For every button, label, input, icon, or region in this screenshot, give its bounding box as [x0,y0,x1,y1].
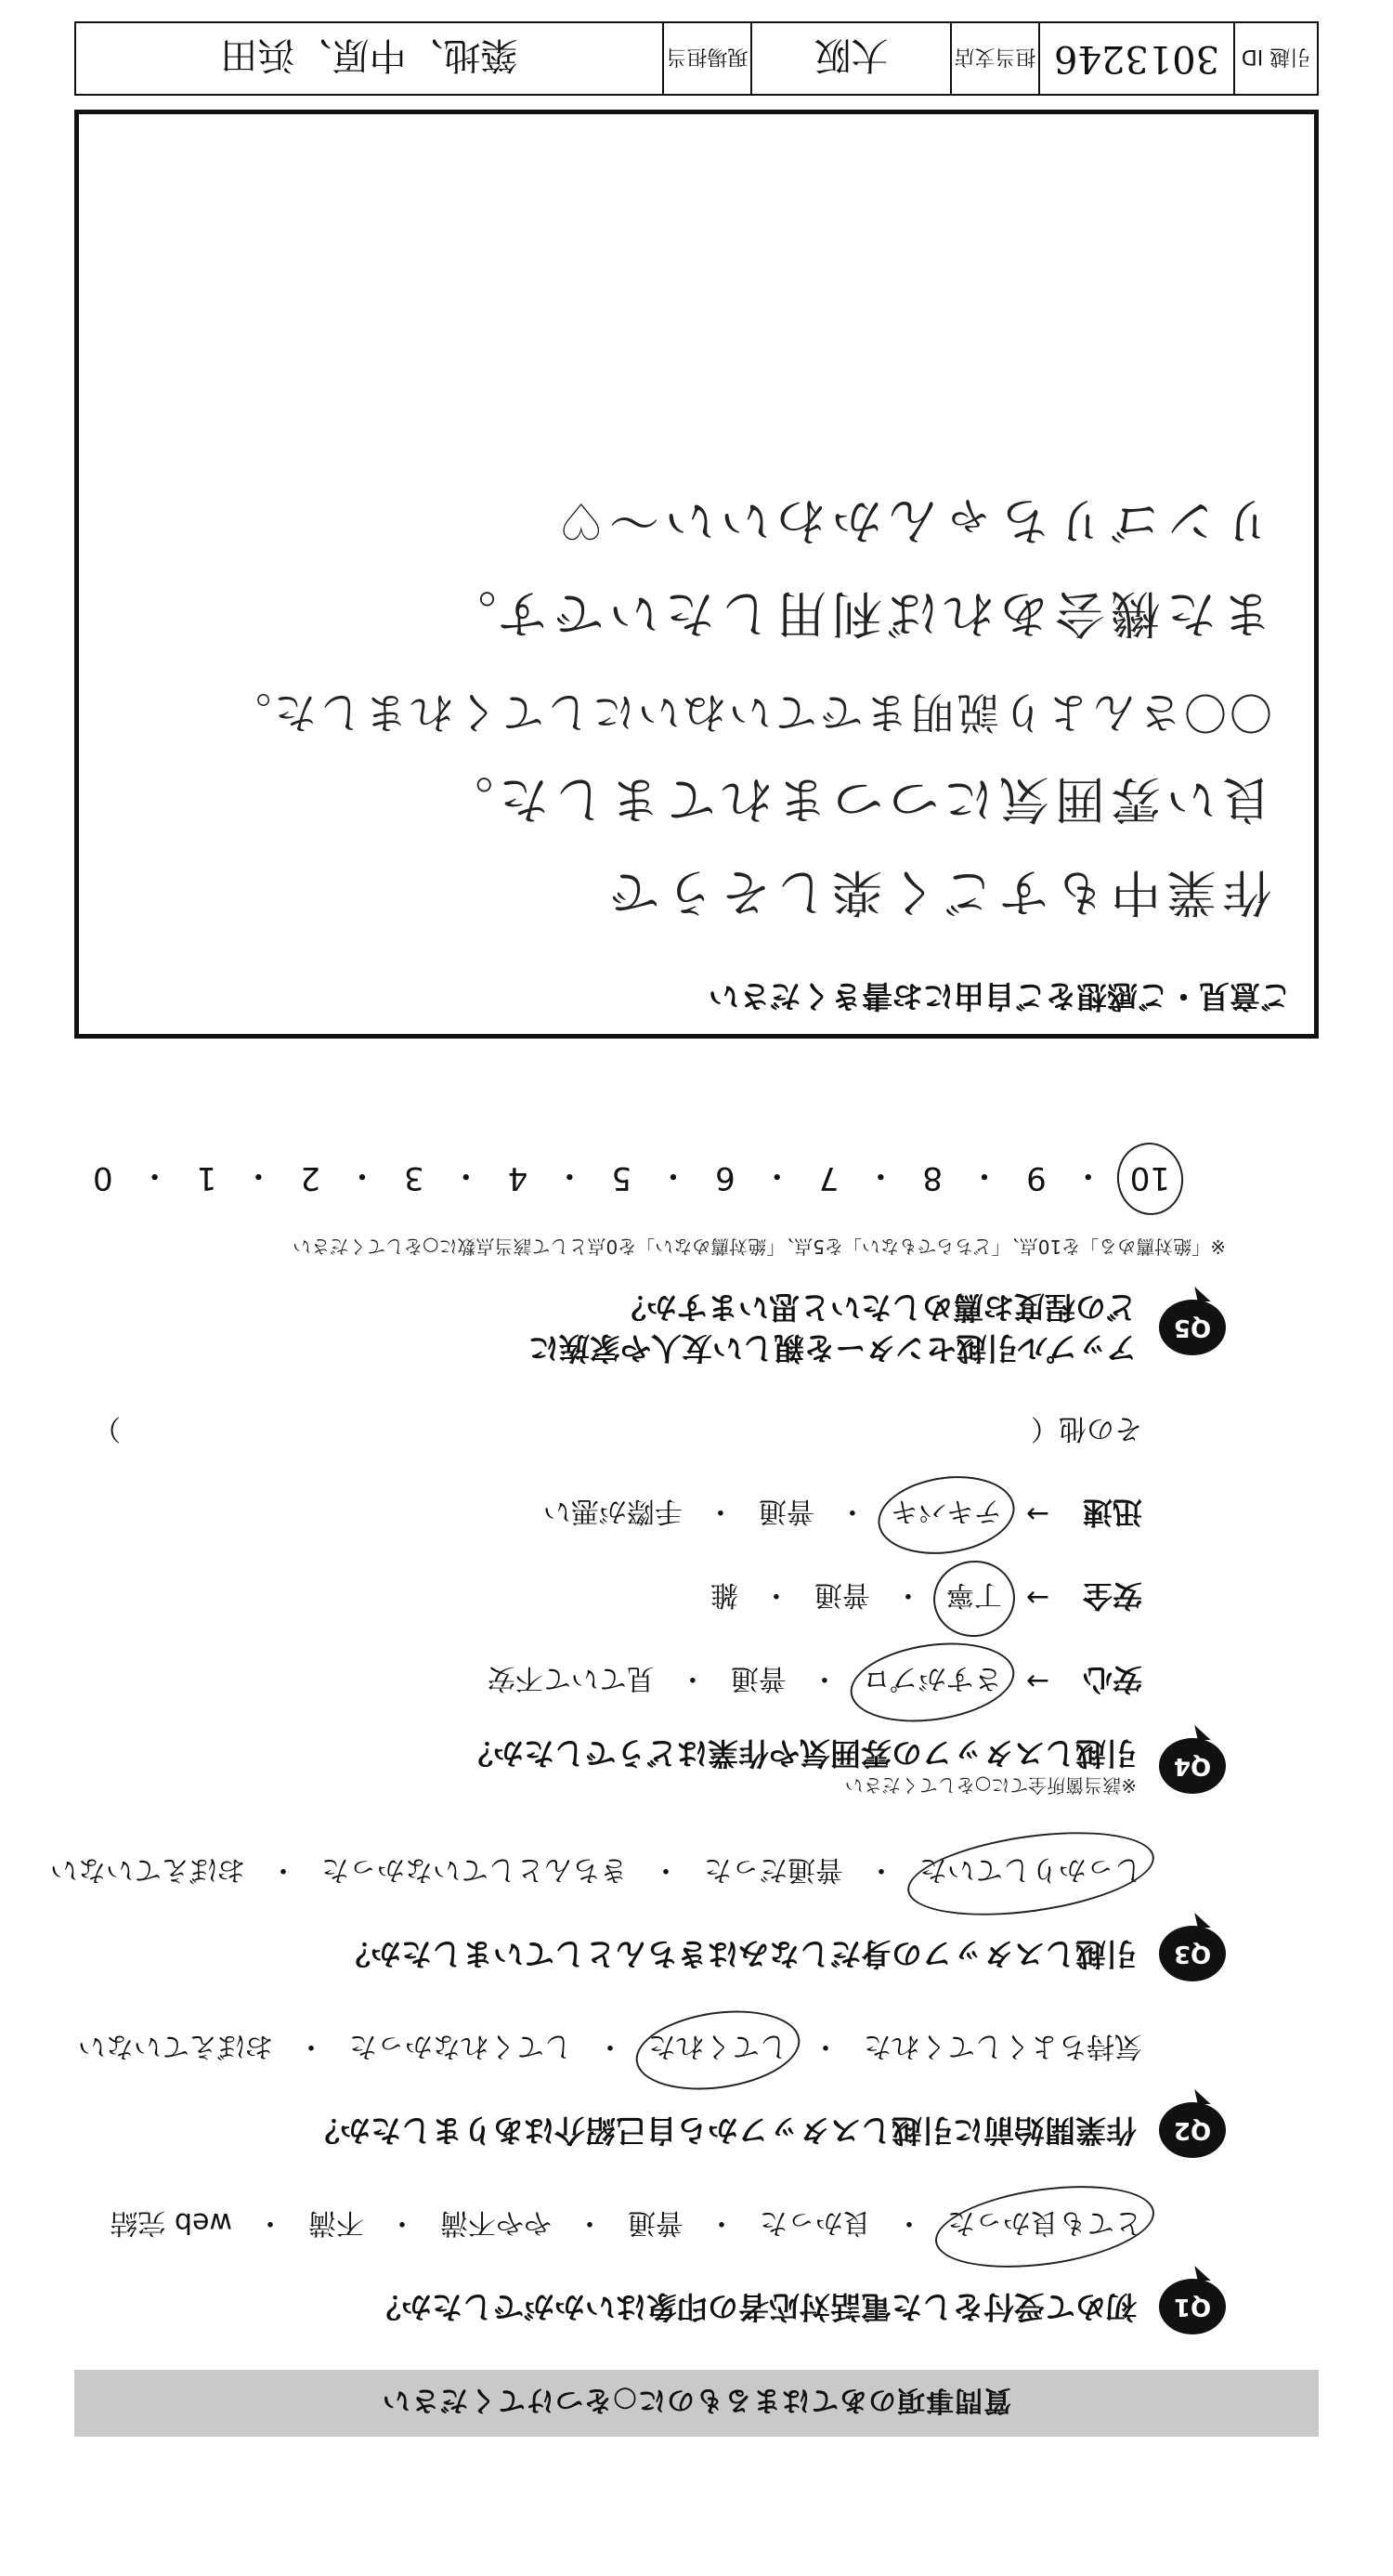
arrow-icon: → [1025,1665,1049,1698]
q2-badge: Q2 [1159,2102,1226,2158]
q3-option-dont-remember[interactable]: おぼえていない [50,1853,245,1886]
q4-row-speed [543,1493,1142,1536]
question-5 [528,1287,1226,1368]
q3-option-normal[interactable]: 普通だった [704,1853,843,1886]
q5-score-6[interactable]: 6 [715,1159,736,1197]
leader-value: 築地、中原、浜田 [220,33,518,77]
q2-option-dont-remember[interactable]: おぼえていない [78,2030,273,2062]
q4-row-label: 安全 [1082,1578,1142,1614]
q1-badge: Q1 [1159,2279,1226,2334]
separator-dot: ・ [867,1853,895,1886]
q4-option-pro[interactable]: さすがプロ [863,1661,1002,1702]
separator-dot: ・ [761,1157,793,1194]
q4-option-normal[interactable]: 普通 [814,1578,870,1611]
q5-score-5[interactable]: 5 [611,1159,632,1197]
question-2 [309,2102,1226,2158]
q5-text-line2: どの程度お薦めしたいと思いますか？ [616,1289,1137,1326]
q4-other-close: ） [93,1412,121,1445]
comment-line: 〇〇さんより説明までていねいにしてくれました。 [226,687,1272,738]
separator-dot: ・ [256,2206,284,2239]
q4-badge: Q4 [1159,1739,1226,1795]
q4-text: 引越しスタッフの雰囲気や作業はどうでしたか？ [462,1735,1137,1772]
separator-dot: ・ [576,2206,604,2239]
q4-option-careful[interactable]: 丁寧 [946,1577,1002,1618]
q1-option-dissatisfied[interactable]: 不満 [308,2206,364,2239]
id-value: 3013246 [1038,23,1233,94]
separator-dot: ・ [553,1157,586,1194]
q4-option-worrying[interactable]: 見ていて不安 [487,1662,655,1694]
comment-line: リンゴリちゃんかわいい～♡ [553,491,1272,550]
q5-score-7[interactable]: 7 [818,1159,840,1197]
separator-dot: ・ [895,2206,923,2239]
q1-option-somewhat-dissatisfied[interactable]: やや不満 [440,2206,552,2239]
q5-text-line1: アップル引越センターを親しい友人や家族に [527,1330,1137,1366]
q3-text: 引越しスタッフの身だしなみはきちんとしていましたか？ [340,1936,1137,1972]
q3-option-neat[interactable]: しっかりしていた [919,1852,1142,1893]
q5-score-8[interactable]: 8 [922,1159,944,1197]
q4-option-normal[interactable]: 普通 [758,1495,814,1527]
q1-option-normal[interactable]: 普通 [628,2206,683,2239]
q5-score-1[interactable]: 1 [196,1159,217,1197]
q3-options [50,1852,1142,1893]
q2-options [78,2029,1142,2070]
comment-line: 良い雰囲気につつまれてました。 [437,770,1272,829]
q4-row-label: 安心 [1082,1662,1142,1697]
separator-dot: ・ [652,1853,680,1886]
q5-score-2[interactable]: 2 [300,1159,320,1197]
separator-dot: ・ [388,2206,416,2239]
separator-dot: ・ [1072,1157,1104,1194]
q2-option-did-not[interactable]: してくれなかった [349,2030,572,2062]
separator-dot: ・ [269,1853,297,1886]
q4-option-clumsy[interactable]: 手際が悪い [542,1495,683,1527]
q5-score-4[interactable]: 4 [507,1159,528,1197]
q3-option-not-neat[interactable]: きちんとしていなかった [321,1853,628,1886]
q2-option-did[interactable]: してくれた [648,2029,788,2070]
q5-badge: Q5 [1159,1300,1226,1355]
q1-option-web[interactable]: web 完結 [110,2206,232,2239]
q5-score-0[interactable]: 0 [93,1159,113,1197]
q5-scale [93,1156,1170,1201]
q1-options [110,2205,1142,2246]
comment-line: また機会あれば利用したいです。 [440,584,1272,643]
q4-other-label: その他（ [1031,1412,1142,1445]
leader-label: 現場担当 [662,23,750,94]
q4-row-other [93,1411,1142,1452]
q4-row-safety [710,1576,1142,1619]
q4-option-brisk[interactable]: テキパキ [891,1494,1002,1535]
branch-label: 担当支店 [950,23,1038,94]
arrow-icon: → [1025,1497,1049,1531]
separator-dot: ・ [678,1662,707,1694]
separator-dot: ・ [297,2030,325,2062]
separator-dot: ・ [893,1578,922,1611]
instruction-text: 質問事項のあてはまるものに○をつけてください [381,2384,1012,2416]
separator-dot: ・ [242,1157,275,1194]
q5-score-3[interactable]: 3 [404,1159,424,1197]
separator-dot: ・ [138,1157,171,1194]
q4-row-reassurance [488,1660,1142,1703]
q1-option-good[interactable]: 良かった [760,2206,871,2239]
question-1 [371,2279,1226,2334]
separator-dot: ・ [865,1157,897,1194]
separator-dot: ・ [812,2030,840,2062]
q5-score-9[interactable]: 9 [1026,1159,1047,1197]
separator-dot: ・ [810,1662,839,1694]
question-4 [462,1733,1226,1800]
q3-badge: Q3 [1159,1926,1226,1981]
q1-text: 初めて受付をした電話対応者の印象はいかがでしたか？ [371,2289,1137,2325]
comment-line: 作業中もすごく楽しそうで [604,863,1272,922]
q4-row-label: 迅速 [1082,1495,1142,1530]
staff-info-table [74,21,1319,96]
instruction-bar [74,2370,1319,2437]
separator-dot: ・ [346,1157,379,1194]
separator-dot: ・ [969,1157,1001,1194]
branch-value: 大阪 [750,23,950,94]
question-3 [340,1926,1226,1981]
separator-dot: ・ [449,1157,482,1194]
q1-option-very-good[interactable]: とても良かった [947,2205,1142,2246]
comment-heading: ご意見・ご感想をご自由にお書きください [709,978,1291,1014]
separator-dot: ・ [596,2030,624,2062]
separator-dot: ・ [838,1495,866,1527]
id-label: 引越 ID [1233,23,1317,94]
q5-score-10[interactable]: 10 [1129,1159,1170,1197]
arrow-icon: → [1025,1581,1049,1615]
separator-dot: ・ [706,1495,735,1527]
q2-option-pleasantly[interactable]: 気持ちよくしてくれた [864,2030,1142,2062]
q5-note: ※「絶対薦める」を10点、「どちらでもない」を5点、「絶対薦めない」を0点として該当点数に○をしてください [293,1236,1226,1258]
separator-dot: ・ [657,1157,690,1194]
q4-option-rough[interactable]: 雑 [710,1578,738,1611]
q2-text: 作業開始前に引越しスタッフから自己紹介はありましたか？ [309,2112,1137,2149]
q4-note: ※該当箇所全てに○をしてください [844,1774,1137,1797]
q4-option-normal[interactable]: 普通 [730,1662,787,1694]
separator-dot: ・ [762,1578,790,1611]
separator-dot: ・ [708,2206,736,2239]
